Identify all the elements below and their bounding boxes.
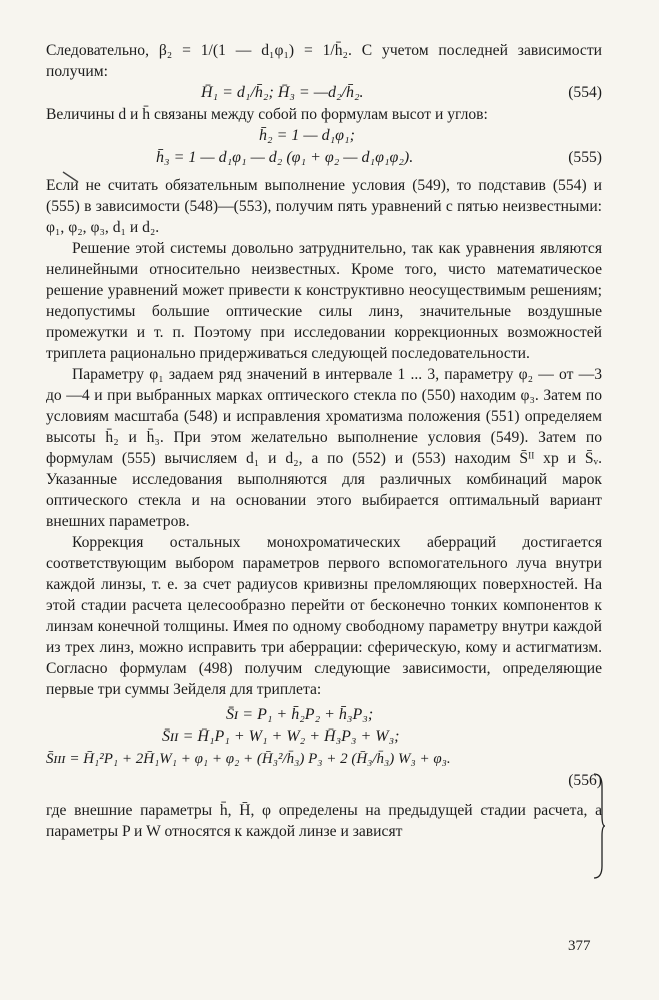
page-number: 377	[568, 938, 591, 954]
equation-556c	[46, 748, 602, 770]
paragraph-1: Следовательно, β₂ = 1/(1 — d₁φ₁) = 1/h̄₂. С учетом последней зависимости получим:	[46, 42, 602, 80]
book-page	[46, 40, 602, 842]
equation-556b-body: S̄ɪɪ = H̄₁P₁ + W₁ + W₂ + H̄₃P₃ + W₃;	[162, 728, 400, 745]
equation-554-number: (554)	[568, 84, 602, 101]
equation-554	[46, 82, 602, 104]
paragraph-7: где внешние параметры h̄, H̄, φ определены на предыдущей стадии расчета, а параметры P и W относятся к каждой линзе и зависят	[46, 802, 602, 840]
equation-brace	[592, 772, 606, 880]
equation-555a-body: h̄₂ = 1 — d₁φ₁;	[259, 127, 355, 144]
equation-556b	[46, 726, 602, 748]
paragraph-6: Коррекция остальных монохроматических аберраций достигается соответствующим выбором параметров первого вспомогательного луча внутри каждой линзы, т. е. за счет радиусов кривизны преломляющих поверхностей. На этой стадии расчета целесообразно перейти от бесконечно тонких компонентов к линзам конечной толщины. Имея по одному свободному параметру внутри каждой из трех линз, можно исправить три аберрации: сферическую, кому и астигматизм. Согласно формулам (498) получим следующие зависимости, определяющие первые три суммы Зейделя для триплета:	[46, 534, 602, 698]
equation-556-number: (556)	[568, 772, 602, 789]
equation-555-number: (555)	[568, 149, 602, 166]
paragraph-2: Величины d и h̄ связаны между собой по формулам высот и углов:	[46, 106, 488, 123]
paragraph-3: Если не считать обязательным выполнение условия (549), то подставив (554) и (555) в зависимости (548)—(553), получим пять уравнений с пятью неизвестными: φ₁, φ₂, φ₃, d₁ и d₂.	[46, 177, 602, 236]
equation-556c-body: S̄ɪɪɪ = H̄₁²P₁ + 2H̄₁W₁ + φ₁ + φ₂ + (H̄₃²/h̄₃) P₃ + 2 (H̄₃/h̄₃) W₃ + φ₃.	[46, 751, 451, 767]
paragraph-5: Параметру φ₁ задаем ряд значений в интервале 1 ... 3, параметру φ₂ — от —3 до —4 и при выбранных марках оптического стекла по (550) находим φ₃. Затем по условиям масштаба (548) и исправления хроматизма положения (551) определяем высоты h̄₂ и h̄₃. При этом желательно выполнение условия (549). Затем по формулам (555) вычисляем d₁ и d₂, а по (552) и (553) находим S̄ᴵᴵ хр и S̄ᵥ. Указанные исследования выполняются для различных комбинаций марок оптического стекла и на основании этого выбирается оптимальный вариант внешних параметров.	[46, 366, 602, 530]
equation-554-body: H̄₁ = d₁/h̄₂; H̄₃ = —d₂/h̄₂.	[201, 84, 364, 101]
equation-555b	[46, 147, 602, 169]
equation-556a-body: S̄ɪ = P₁ + h̄₂P₂ + h̄₃P₃;	[226, 706, 374, 723]
equation-556-number-row	[46, 770, 602, 792]
paragraph-4: Решение этой системы довольно затруднительно, так как уравнения являются нелинейными относительно неизвестных. Кроме того, чисто математическое решение уравнений может привести к конструктивно неосуществимым решениям; недопустимы большие оптические силы линз, значительные воздушные промежутки и т. п. Поэтому при исследовании коррекционных возможностей триплета рационально придерживаться следующей последовательности.	[46, 240, 602, 362]
equation-555a	[46, 125, 602, 147]
equation-556a	[46, 704, 602, 726]
equation-555b-body: h̄₃ = 1 — d₁φ₁ — d₂ (φ₁ + φ₂ — d₁φ₁φ₂).	[156, 149, 414, 166]
